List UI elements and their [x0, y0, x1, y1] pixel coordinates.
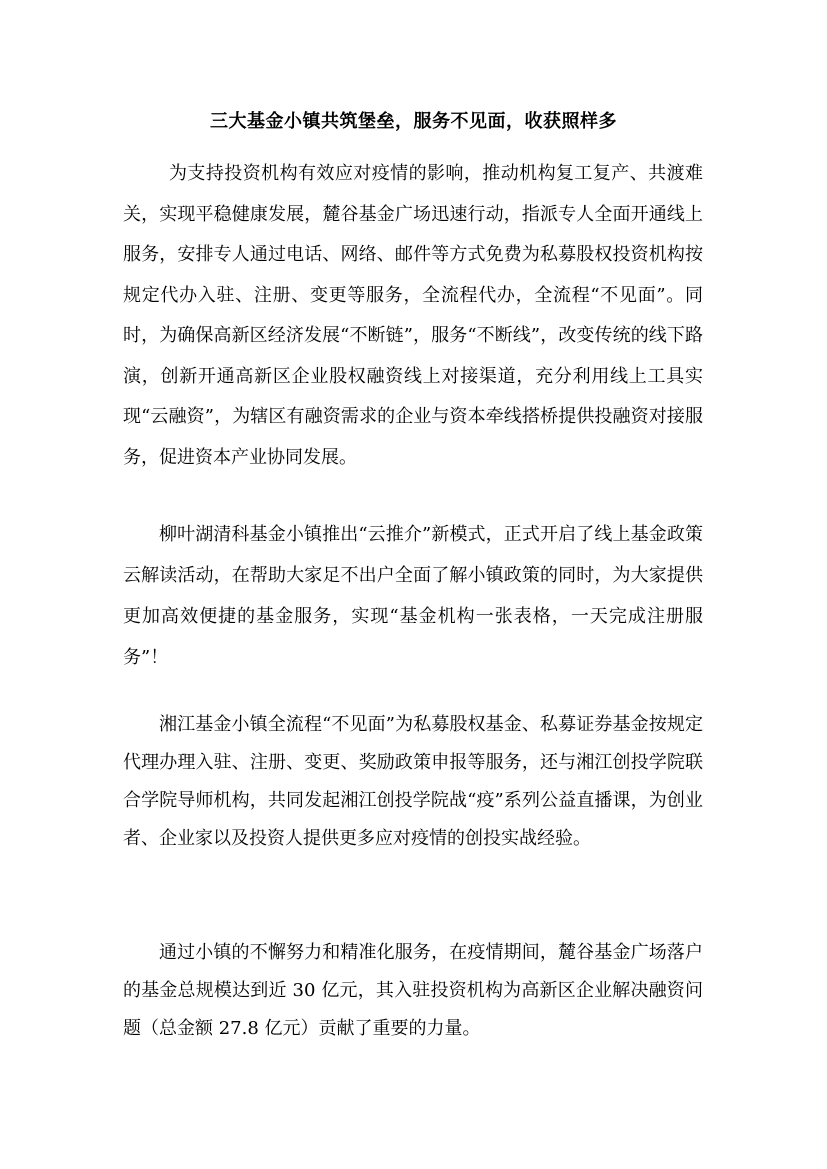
document-title: 三大基金小镇共筑堡垒，服务不见面，收获照样多 — [210, 111, 617, 132]
paragraph-4: 通过小镇的不懈努力和精准化服务，在疫情期间，麓谷基金广场落户的基金总规模达到近 30 亿元，其入驻投资机构为高新区企业解决融资问题（总金额 27.8 亿元）贡献了重要的力量。 — [123, 942, 703, 1039]
paragraph-3: 湘江基金小镇全流程“不见面”为私募股权基金、私募证券基金按规定代理办理入驻、注册、变更、奖励政策申报等服务，还与湘江创投学院联合学院导师机构，共同发起湘江创投学院战“疫”系列公益直播课，为创业者、企业家以及投资人提供更多应对疫情的创投实战经验。 — [123, 714, 703, 849]
paragraph-2: 柳叶湖清科基金小镇推出“云推介”新模式，正式开启了线上基金政策云解读活动，在帮助大家足不出户全面了解小镇政策的同时，为大家提供更加高效便捷的基金服务，实现“基金机构一张表格，一天完成注册服务”！ — [123, 524, 703, 668]
paragraph-1: 为支持投资机构有效应对疫情的影响，推动机构复工复产、共渡难关，实现平稳健康发展，麓谷基金广场迅速行动，指派专人全面开通线上服务，安排专人通过电话、网络、邮件等方式免费为私募股权投资机构按规定代办入驻、注册、变更等服务，全流程代办，全流程“不见面”。同时，为确保高新区经济发展“不断链”，服务“不断线”，改变传统的线下路演，创新开通高新区企业股权融资线上对接渠道，充分利用线上工具实现“云融资”，为辖区有融资需求的企业与资本牵线搭桥提供投融资对接服务，促进资本产业协同发展。 — [123, 163, 703, 468]
